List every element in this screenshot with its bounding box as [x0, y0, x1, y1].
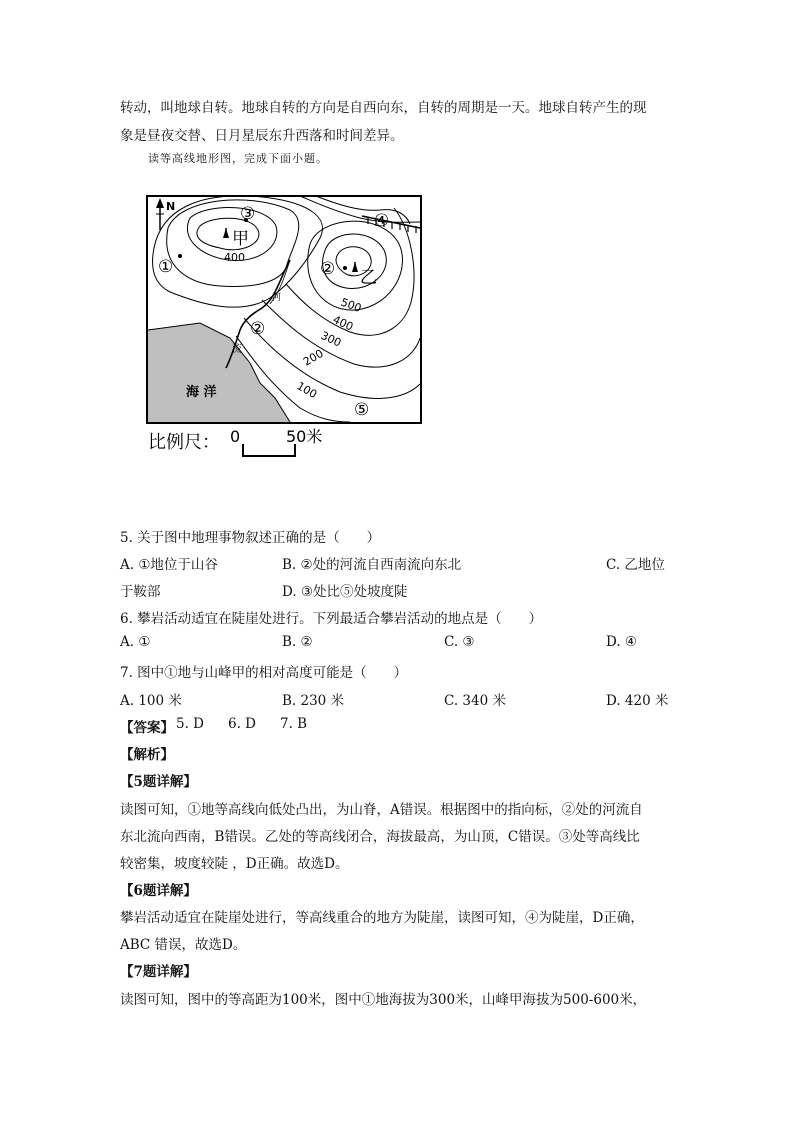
- point-label: ⑤: [354, 400, 370, 420]
- peak-label: 甲: [232, 229, 249, 249]
- option: B. 230 米: [282, 693, 345, 709]
- contour-map: [140, 188, 440, 463]
- contour-label: 100: [294, 379, 320, 402]
- option: B. ②处的河流自西南流向东北: [282, 557, 462, 573]
- paragraph-line: 读图可知，图中的等高距为100米，图中①地海拔为300米，山峰甲海拔为500-600米，: [120, 992, 647, 1008]
- q7-label: 【7题详解】: [120, 964, 197, 980]
- option: A. ①地位于山谷: [120, 557, 218, 573]
- scale-end: 50米: [286, 427, 323, 446]
- option: C. 乙地位: [606, 557, 665, 573]
- question-stem: 5. 关于图中地理事物叙述正确的是（ ）: [120, 530, 381, 546]
- river-label: 河: [272, 293, 282, 303]
- contour-label: 200: [301, 346, 326, 369]
- q5-label: 【5题详解】: [120, 774, 197, 790]
- point-label: ①: [158, 257, 174, 277]
- answer-item: 5. D: [176, 716, 204, 732]
- scale-zero: 0: [230, 427, 241, 446]
- ocean-label: 海 洋: [186, 385, 217, 400]
- answer-item: 7. B: [280, 716, 308, 732]
- north-arrow-icon: [156, 198, 164, 230]
- answer-item: 6. D: [228, 716, 256, 732]
- map-intro: 读等高线地形图，完成下面小题。: [148, 152, 328, 165]
- paragraph-line: 东北流向西南，B错误。乙处的等高线闭合，海拔最高，为山顶，C错误。③处等高线比: [120, 829, 640, 845]
- q6-label: 【6题详解】: [120, 883, 197, 899]
- contour-label: 400: [224, 251, 245, 264]
- contour-label: 300: [318, 328, 344, 350]
- point-label: ②: [250, 319, 266, 339]
- paragraph-line: 较密集，坡度较陡 ，D正确。故选D。: [120, 856, 349, 872]
- option: D. ④: [606, 634, 638, 650]
- option: D. 420 米: [606, 693, 669, 709]
- option: C. ③: [444, 634, 475, 650]
- answer-label: 【答案】: [120, 720, 174, 736]
- river-label: 流: [232, 344, 242, 355]
- question-stem: 6. 攀岩活动适宜在陡崖处进行。下列最适合攀岩活动的地点是（ ）: [120, 611, 543, 627]
- paragraph-line: 象是昼夜交替、日月星辰东升西落和时间差异。: [120, 128, 404, 144]
- option: A. ①: [120, 634, 151, 650]
- point-label: ③: [240, 204, 256, 224]
- point-label: ②: [320, 259, 336, 279]
- point-label: ④: [374, 211, 390, 231]
- option: C. 340 米: [444, 693, 506, 709]
- paragraph-line: ABC 错误，故选D。: [120, 937, 247, 953]
- option: A. 100 米: [120, 693, 182, 709]
- ocean-area: [148, 323, 290, 422]
- paragraph-line: 转动，叫地球自转。地球自转的方向是自西向东，自转的周期是一天。地球自转产生的现: [120, 100, 647, 116]
- contour-label: 400: [330, 312, 356, 334]
- scale-label: 比例尺：: [148, 432, 220, 453]
- option: B. ②: [282, 634, 313, 650]
- option: D. ③处比⑤处坡度陡: [282, 584, 408, 600]
- paragraph-line: 读图可知，①地等高线向低处凸出，为山脊，A错误。根据图中的指向标，②处的河流自: [120, 802, 643, 818]
- option: 于鞍部: [120, 584, 161, 600]
- analysis-label: 【解析】: [120, 747, 174, 763]
- peak-label: 乙: [360, 268, 377, 288]
- contour-label: 500: [338, 295, 364, 316]
- north-label: N: [166, 200, 176, 213]
- paragraph-line: 攀岩活动适宜在陡崖处进行，等高线重合的地方为陡崖，读图可知，④为陡崖，D正确，: [120, 910, 644, 926]
- question-stem: 7. 图中①地与山峰甲的相对高度可能是（ ）: [120, 665, 408, 681]
